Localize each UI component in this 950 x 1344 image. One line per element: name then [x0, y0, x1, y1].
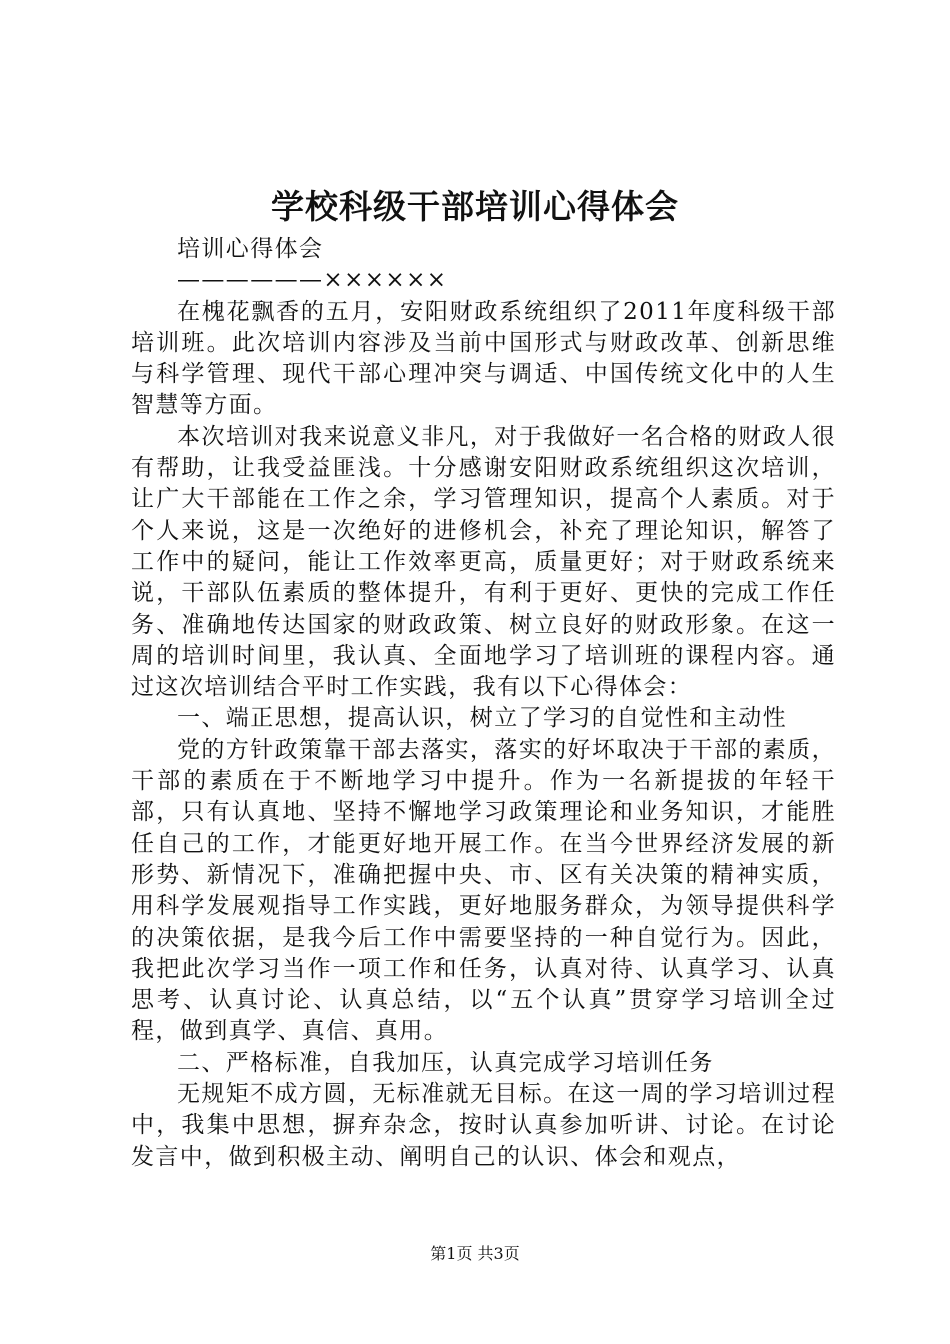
document-title: 学校科级干部培训心得体会 [271, 187, 679, 226]
author-line: ——————×××××× [177, 267, 448, 294]
section-heading: 二、严格标准，自我加压，认真完成学习培训任务 [177, 1049, 714, 1076]
subtitle-line: 培训心得体会 [177, 236, 324, 262]
page-footer: 第1页 共3页 [430, 1244, 520, 1263]
section-heading: 一、端正思想，提高认识，树立了学习的自觉性和主动性 [177, 705, 787, 732]
paragraph: 无规矩不成方圆，无标准就无目标。在这一周的学习培训过程中，我集中思想，摒弃杂念，按时认真参加听讲、讨论。在讨论发言中，做到积极主动、阐明自己的认识、体会和观点， [131, 1081, 836, 1170]
paragraph: 党的方针政策靠干部去落实，落实的好坏取决于干部的素质，干部的素质在于不断地学习中提升。作为一名新提拔的年轻干部，只有认真地、坚持不懈地学习政策理论和业务知识，才能胜任自己的工作，才能更好地开展工作。在当今世界经济发展的新形势、新情况下，准确把握中央、市、区有关决策的精神实质，用科学发展观指导工作实践，更好地服务群众，为领导提供科学的决策依据，是我今后工作中需要坚持的一种自觉行为。因此，我把此次学习当作一项工作和任务，认真对待、认真学习、认真思考、认真讨论、认真总结，以“五个认真”贯穿学习培训全过程，做到真学、真信、真用。 [131, 736, 836, 1045]
paragraph: 在槐花飘香的五月，安阳财政系统组织了2011年度科级干部培训班。此次培训内容涉及当前中国形式与财政改革、创新思维与科学管理、现代干部心理冲突与调适、中国传统文化中的人生智慧等方面。 [131, 298, 836, 419]
paragraph: 本次培训对我来说意义非凡，对于我做好一名合格的财政人很有帮助，让我受益匪浅。十分感谢安阳财政系统组织这次培训，让广大干部能在工作之余，学习管理知识，提高个人素质。对于个人来说，这是一次绝好的进修机会，补充了理论知识，解答了工作中的疑问，能让工作效率更高，质量更好；对于财政系统来说，干部队伍素质的整体提升，有利于更好、更快的完成工作任务、准确地传达国家的财政政策、树立良好的财政形象。在这一周的培训时间里，我认真、全面地学习了培训班的课程内容。通过这次培训结合平时工作实践，我有以下心得体会： [131, 423, 836, 701]
document-body [131, 234, 836, 1173]
